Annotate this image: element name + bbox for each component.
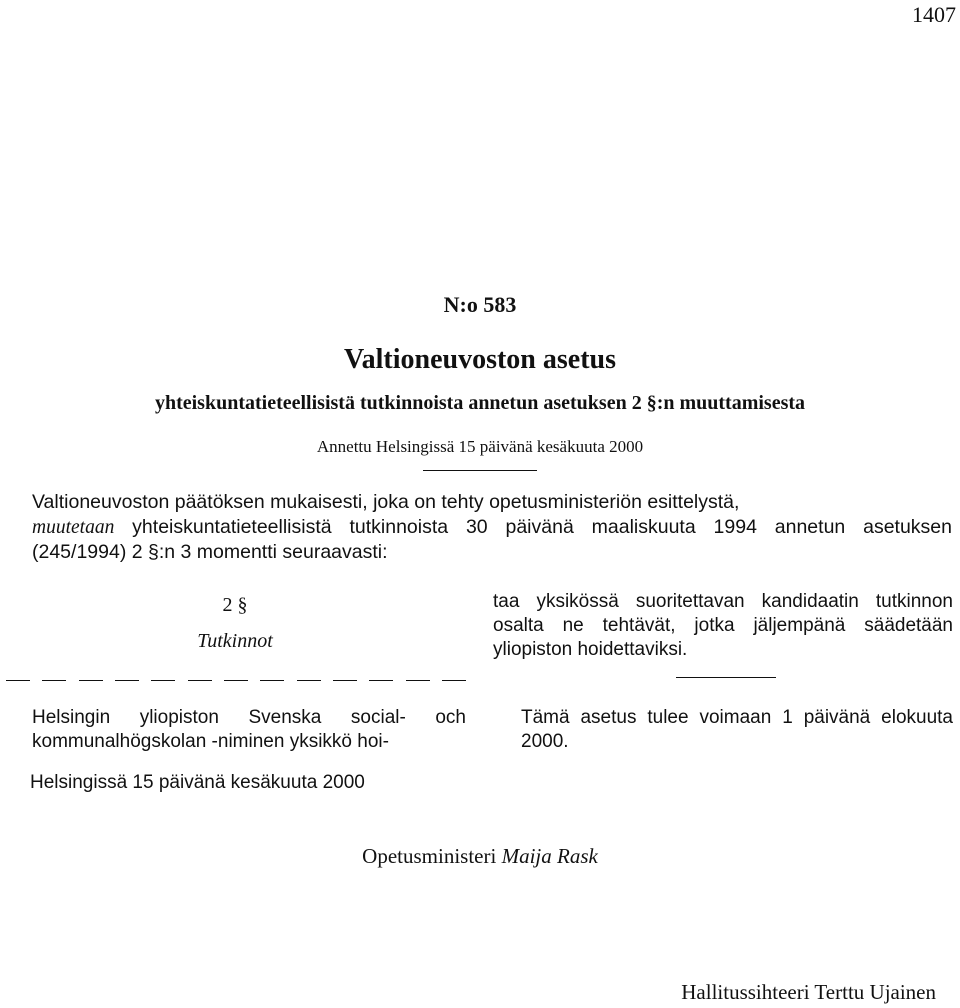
minister-signature xyxy=(0,844,960,869)
title-divider xyxy=(423,470,537,471)
section-divider xyxy=(676,677,776,678)
minister-title: Opetusministeri xyxy=(362,844,497,868)
document-subtitle: yhteiskuntatieteellisistä tutkinnoista annetun asetuksen 2 §:n muuttamisesta xyxy=(154,392,806,414)
document-title: Valtioneuvoston asetus xyxy=(343,344,616,375)
preamble-body xyxy=(4,515,952,565)
preamble xyxy=(4,490,952,565)
preamble-intro: Valtioneuvoston päätöksen mukaisesti, joka on tehty opetusministeriön esittelystä, xyxy=(32,491,740,513)
entry-into-force-text: Tämä asetus tulee voimaan 1 päivänä elokuuta 2000. xyxy=(521,707,953,752)
document-number: N:o 583 xyxy=(443,292,517,317)
signing-place-date: Helsingissä 15 päivänä kesäkuuta 2000 xyxy=(30,772,365,793)
section-heading: Tutkinnot xyxy=(197,630,273,652)
section-number: 2 § xyxy=(222,594,248,616)
page-number: 1407 xyxy=(912,2,956,27)
preamble-emphasis: muutetaan xyxy=(32,517,115,538)
section-paragraph-start xyxy=(4,706,466,754)
section-paragraph-continued xyxy=(493,590,953,662)
secretary-signature: Hallitussihteeri Terttu Ujainen xyxy=(681,980,936,1004)
preamble-rest: yhteiskuntatieteellisistä tutkinnoista 30 päivänä maaliskuuta 1994 annetun asetuksen (245/1994) 2 §:n 3 momentti seuraavasti: xyxy=(32,516,952,563)
section-paragraph-text: Helsingin yliopiston Svenska social- och kommunalhögskolan -niminen yksikkö hoi- xyxy=(32,707,466,752)
issued-date: Annettu Helsingissä 15 päivänä kesäkuuta 2000 xyxy=(316,437,644,456)
minister-name: Maija Rask xyxy=(501,844,598,868)
section-paragraph-text-continued: taa yksikössä suoritettavan kandidaatin tutkinnon osalta ne tehtävät, jotka jäljempänä säädetään yliopiston hoidettaviksi. xyxy=(493,591,953,660)
entry-into-force xyxy=(493,706,953,754)
omission-dashes xyxy=(6,680,466,692)
